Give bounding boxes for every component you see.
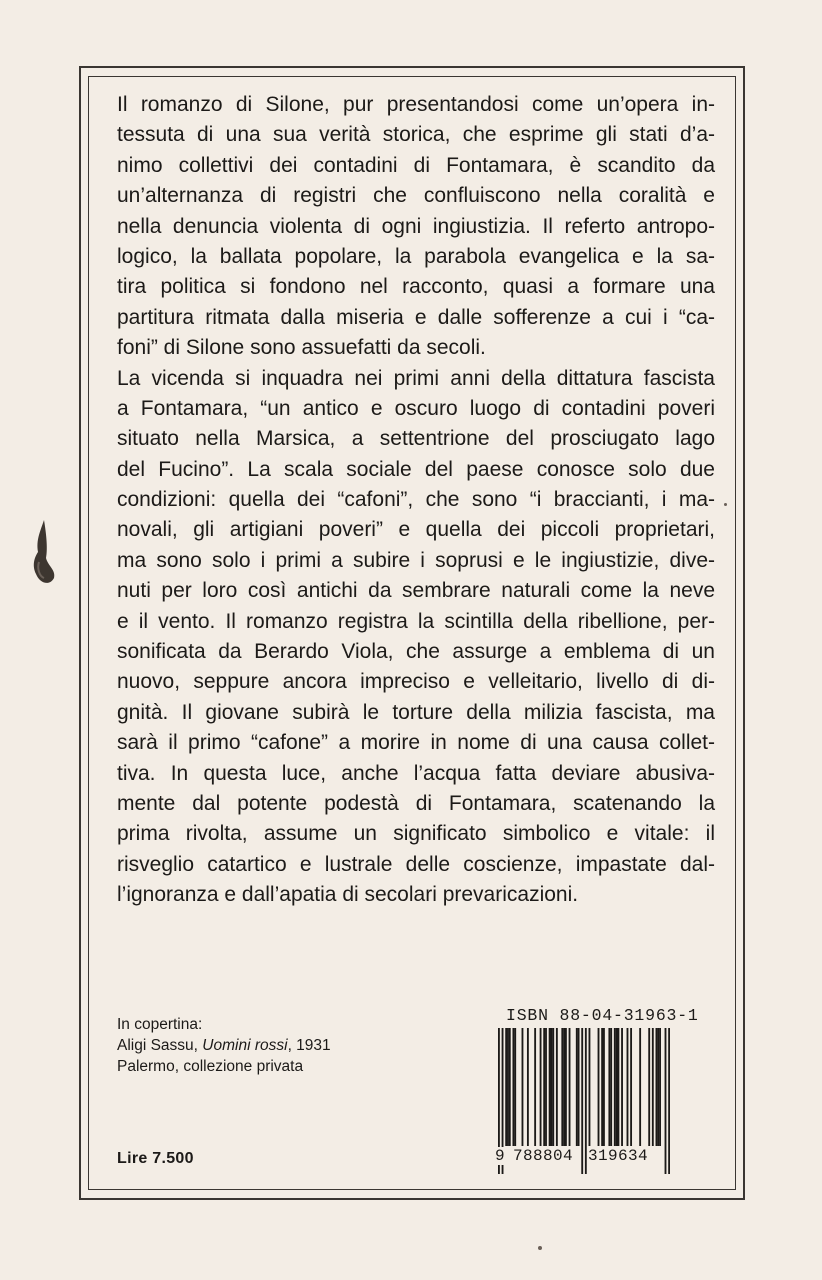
- barcode-bar: [545, 1028, 547, 1146]
- blurb-line: nuovo, seppure ancora impreciso e velleitario, livello di di-: [117, 670, 715, 694]
- cover-credit-artwork: [117, 1035, 331, 1056]
- blurb-line: situato nella Marsica, a settentrione del prosciugato lago: [117, 427, 715, 451]
- barcode-bar: [589, 1028, 591, 1146]
- blurb-line: nuti per loro così antichi da sembrare naturali come la neve: [117, 579, 715, 603]
- barcode-bar: [543, 1028, 545, 1146]
- price-label: Lire 7.500: [117, 1150, 194, 1167]
- blurb-line: novali, gli artigiani poveri” e quella dei piccoli proprietari,: [117, 518, 715, 542]
- cover-credit: [117, 1014, 331, 1077]
- barcode-bar: [551, 1028, 553, 1146]
- ean-right-digits: 319634: [588, 1147, 649, 1165]
- barcode-bar: [627, 1028, 629, 1146]
- barcode-bar: [578, 1028, 580, 1146]
- barcode-bar: [598, 1028, 600, 1146]
- barcode-bar: [514, 1028, 516, 1146]
- barcode-bar: [552, 1028, 554, 1146]
- isbn-label: ISBN 88-04-31963-1: [506, 1006, 699, 1025]
- ean-first-digit: 9: [495, 1147, 505, 1165]
- blurb-line: foni” di Silone sono assuefatti da secoli.: [117, 336, 486, 360]
- cover-credit-year: , 1931: [287, 1037, 331, 1054]
- blurb-line: nella denuncia violenta di ogni ingiustizia. Il referto antropo-: [117, 214, 715, 238]
- blurb-line: sonificata da Berardo Viola, che assurge a emblema di un: [117, 640, 715, 664]
- blurb-line: sarà il primo “cafone” a morire in nome di una causa collet-: [117, 731, 715, 755]
- blurb-line: tira politica si fondono nel racconto, quasi a formare una: [117, 275, 715, 299]
- cover-credit-location: Palermo, collezione privata: [117, 1058, 304, 1075]
- blurb-line: a Fontamara, “un antico e oscuro luogo di contadini poveri: [117, 396, 715, 420]
- barcode-bar: [556, 1028, 558, 1146]
- blurb-line: tiva. In questa luce, anche l’acqua fatta deviare abusiva-: [117, 761, 715, 785]
- barcode-bar: [614, 1028, 616, 1146]
- barcode-bar: [522, 1028, 524, 1146]
- blurb-line: nimo collettivi dei contadini di Fontamara, è scandito da: [117, 153, 715, 177]
- barcode-bar: [565, 1028, 567, 1146]
- barcode-bar: [563, 1028, 565, 1146]
- barcode-bar: [630, 1028, 632, 1146]
- barcode-bar: [549, 1028, 551, 1146]
- barcode-bar: [639, 1028, 641, 1146]
- cover-credit-heading: In copertina:: [117, 1016, 203, 1033]
- barcode-bar: [652, 1028, 654, 1146]
- paper-speck: [724, 503, 727, 506]
- barcode-bar: [561, 1028, 563, 1146]
- blurb-line: prima rivolta, assume un significato simbolico e vitale: il: [117, 822, 715, 846]
- blurb-line: tessuta di una sua verità storica, che esprime gli stati d’a-: [117, 123, 715, 147]
- barcode-bar: [507, 1028, 509, 1146]
- blurb-line: logico, la ballata popolare, la parabola evangelica e la sa-: [117, 244, 715, 268]
- barcode-bar: [616, 1028, 618, 1146]
- barcode-bar: [512, 1028, 514, 1146]
- blurb-line: mente dal potente podestà di Fontamara, scatenando la: [117, 791, 715, 815]
- barcode-bar: [540, 1028, 542, 1146]
- barcode-bar: [534, 1028, 536, 1146]
- blurb-line: un’alternanza di registri che confluiscono nella coralità e: [117, 184, 715, 208]
- barcode-bar: [509, 1028, 511, 1146]
- ean-digits: [494, 1143, 672, 1169]
- barcode-bar: [569, 1028, 571, 1146]
- blurb-line: La vicenda si inquadra nei primi anni della dittatura fascista: [117, 366, 715, 390]
- barcode-bar: [610, 1028, 612, 1146]
- barcode-bar: [601, 1028, 603, 1146]
- blurb-line: ma sono solo i primi a subire i soprusi e le ingiustizie, dive-: [117, 548, 715, 572]
- blurb-line: partitura ritmata dalla miseria e dalle sofferenze a cui i “ca-: [117, 305, 715, 329]
- barcode-bar: [648, 1028, 650, 1146]
- barcode-bar: [505, 1028, 507, 1146]
- blurb-line: risveglio catartico e lustrale delle coscienze, impastate dal-: [117, 852, 715, 876]
- barcode-bar: [617, 1028, 619, 1146]
- barcode-bar: [659, 1028, 661, 1146]
- cover-credit-work-title: Uomini rossi: [202, 1037, 288, 1054]
- barcode-bar: [576, 1028, 578, 1146]
- blurb-line: del Fucino”. La scala sociale del paese conosce solo due: [117, 457, 715, 481]
- barcode-bar: [621, 1028, 623, 1146]
- barcode-bar: [657, 1028, 659, 1146]
- back-cover-blurb: [117, 90, 715, 911]
- paper-stain: [30, 518, 56, 588]
- barcode-bar: [656, 1028, 658, 1146]
- blurb-line: Il romanzo di Silone, pur presentandosi come un’opera in-: [117, 93, 715, 116]
- cover-credit-artist: Aligi Sassu,: [117, 1037, 198, 1054]
- blurb-line: e il vento. Il romanzo registra la scintilla della ribellione, per-: [117, 609, 715, 633]
- barcode-bar: [603, 1028, 605, 1146]
- paper-speck: [538, 1246, 542, 1250]
- ean-left-digits: 788804: [513, 1147, 574, 1165]
- barcode-bar: [527, 1028, 529, 1146]
- barcode-bar: [608, 1028, 610, 1146]
- blurb-line: condizioni: quella dei “cafoni”, che sono “i braccianti, i ma-: [117, 488, 715, 512]
- blurb-line: l’ignoranza e dall’apatia di secolari prevaricazioni.: [117, 883, 579, 907]
- blurb-line: gnità. Il giovane subirà le torture della milizia fascista, ma: [117, 700, 715, 724]
